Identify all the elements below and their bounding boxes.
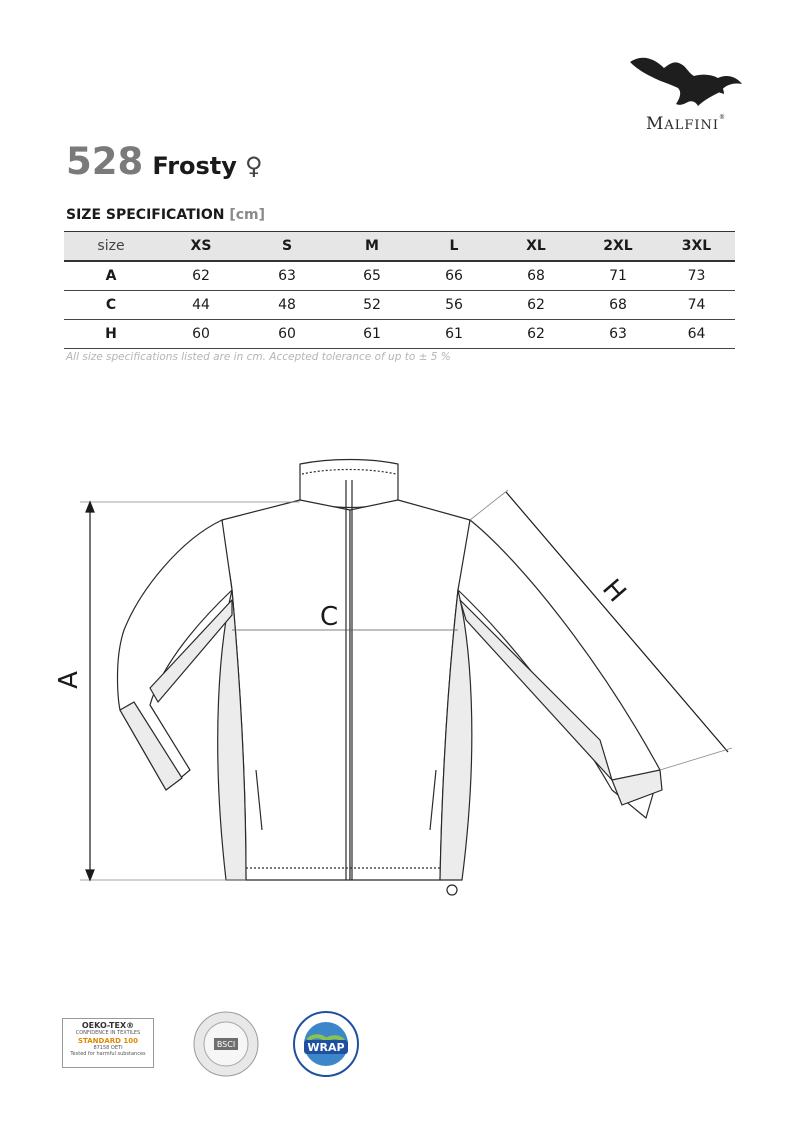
table-cell: 52 [363, 297, 381, 313]
product-code: 528 [66, 140, 144, 183]
table-cell: 61 [363, 326, 381, 342]
column-header: 3XL [681, 238, 712, 254]
column-header: size [97, 238, 125, 254]
table-cell: A [105, 268, 117, 284]
spec-unit: [cm] [229, 207, 266, 223]
wrap-badge [292, 1010, 360, 1078]
brand-logo: MALFINI® [618, 48, 748, 138]
bsci-seal-icon [192, 1010, 260, 1078]
table-cell: 73 [687, 268, 706, 284]
tolerance-note: All size specifications listed are in cm. Accepted tolerance of up to ± 5 % [66, 351, 451, 363]
bsci-badge [192, 1010, 260, 1078]
table-row [64, 291, 735, 320]
table-cell: 61 [445, 326, 463, 342]
product-name: Frosty [152, 152, 237, 180]
table-cell: H [105, 326, 117, 342]
table-cell: 65 [363, 268, 381, 284]
bsci-label: BSCI [216, 1040, 236, 1049]
column-header: L [449, 238, 459, 254]
table-cell: 71 [609, 268, 627, 284]
brand-name: ALFINI [664, 118, 720, 133]
dimension-label-c: C [320, 602, 339, 632]
table-row [64, 320, 735, 349]
oeko-line5: Tested for harmful substances [70, 1051, 146, 1057]
size-table [64, 231, 735, 349]
table-cell: 68 [609, 297, 627, 313]
table-cell: 48 [278, 297, 296, 313]
dimension-label-a: A [53, 671, 84, 689]
table-cell: 60 [278, 326, 296, 342]
oeko-line4: 87158 OETI [93, 1045, 123, 1051]
wrap-label: WRAP [307, 1041, 345, 1054]
wrap-seal-icon [292, 1010, 360, 1078]
column-header: 2XL [603, 238, 633, 254]
column-header: S [281, 238, 293, 254]
table-cell: 63 [609, 326, 627, 342]
product-title [66, 140, 263, 183]
dimension-label-h: H [596, 573, 632, 609]
table-cell: 62 [527, 297, 545, 313]
column-header: XL [526, 238, 546, 254]
table-cell: 74 [687, 297, 706, 313]
table-row [64, 261, 735, 291]
table-cell: 44 [192, 297, 210, 313]
oeko-line1: OEKO-TEX® [81, 1021, 135, 1030]
column-header: M [365, 238, 379, 254]
table-cell: 56 [445, 297, 463, 313]
oeko-tex-badge [62, 1018, 154, 1068]
column-header: XS [190, 238, 212, 254]
table-cell: C [105, 297, 117, 313]
table-cell: 64 [687, 326, 706, 342]
table-cell: 62 [527, 326, 545, 342]
table-cell: 66 [445, 268, 463, 284]
spec-title: SIZE SPECIFICATION [66, 207, 225, 223]
oeko-line2: CONFIDENCE IN TEXTILES [75, 1030, 141, 1036]
table-header-row [64, 232, 735, 262]
table-cell: 60 [192, 326, 210, 342]
female-icon: ♀ [245, 152, 263, 180]
eagle-icon [628, 48, 746, 112]
oeko-line3: STANDARD 100 [77, 1037, 139, 1045]
table-cell: 63 [278, 268, 296, 284]
table-cell: 68 [527, 268, 545, 284]
spec-heading [66, 207, 265, 223]
jacket-technical-drawing [0, 440, 794, 910]
table-cell: 62 [192, 268, 210, 284]
